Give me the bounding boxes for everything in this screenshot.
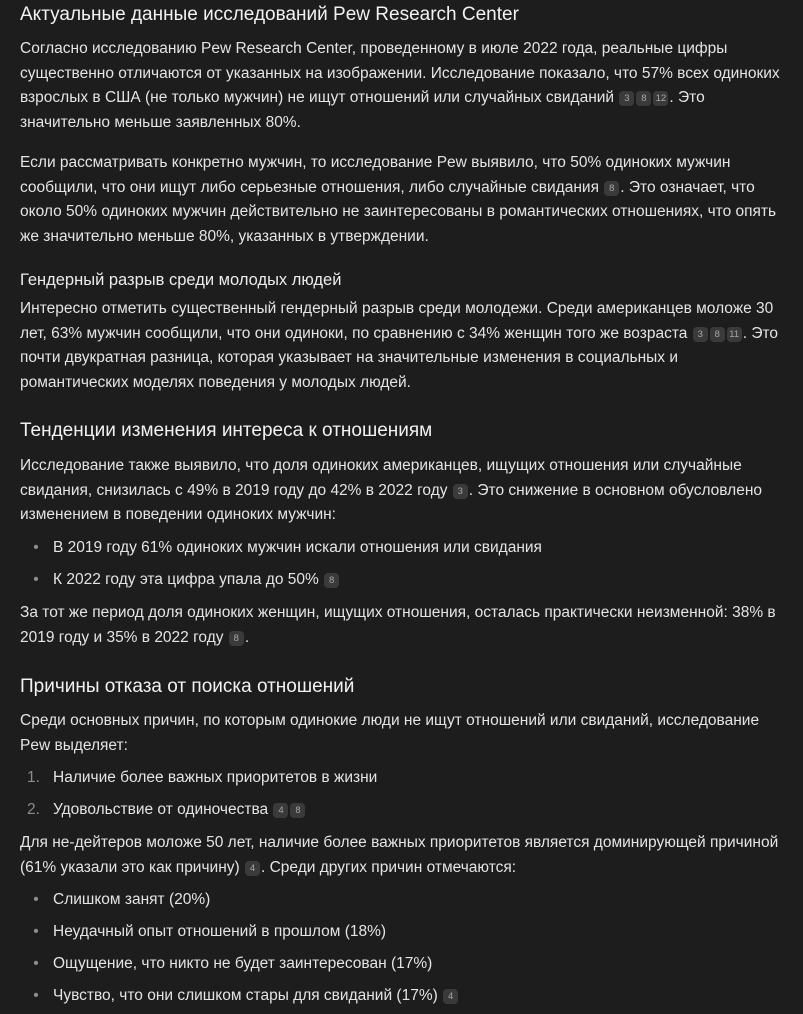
citation-badge[interactable]: 8 (710, 327, 725, 342)
numbered-list-item (27, 766, 773, 790)
section-heading-reasons: Причины отказа от поиска отношений (20, 676, 355, 697)
paragraph-text-tail: . Это означает, что около 50% одиноких мужчин действительно не заинтересованы в романтических отношениях, что опять же значительно меньше 80%, указанных в утверждении. (20, 178, 777, 245)
list-item-text: Неудачный опыт отношений в прошлом (18%) (53, 923, 387, 940)
paragraph-gender-gap (20, 297, 785, 395)
paragraph-text-tail: . Среди других причин отмечаются: (260, 858, 517, 876)
paragraph-text: Если рассматривать конкретно мужчин, то исследование Pew выявило, что 50% одиноких мужчин сообщили, что они ищут либо серьезные отношения, либо случайные свидания (20, 154, 731, 196)
citation-badge[interactable]: 4 (245, 861, 260, 876)
list-item-text: Ощущение, что никто не будет заинтересован (17%) (53, 955, 433, 972)
paragraph-text-tail: . Это снижение в основном обусловлено изменением в поведении одиноких мужчин: (20, 481, 763, 523)
citation-badge[interactable]: 3 (453, 484, 468, 499)
paragraph-text: За тот же период доля одиноких женщин, ищущих отношения, осталась практически неизменной: 38% в 2019 году и 35% в 2022 году (20, 604, 776, 646)
paragraph-reasons-intro (20, 709, 785, 758)
section-heading-trends: Тенденции изменения интереса к отношениям (20, 420, 433, 441)
citation-badge[interactable]: 8 (604, 181, 619, 196)
citation-badge[interactable]: 12 (653, 91, 668, 106)
paragraph-text: Для не-дейтеров моложе 50 лет, наличие более важных приоритетов является доминирующей причиной (61% указали это как причину) (20, 834, 779, 876)
citation-badge[interactable]: 4 (273, 803, 288, 818)
list-item-text: Чувство, что они слишком стары для свиданий (17%) (53, 987, 438, 1004)
paragraph-text-tail: . Это почти двукратная разница, которая указывает на значительные изменения в социальных и романтических моделях поведения у молодых людей. (20, 324, 779, 391)
list-item-text: Удовольствие от одиночества (53, 801, 269, 818)
list-item-text: Слишком занят (20%) (53, 891, 211, 908)
citation-badge[interactable]: 4 (443, 989, 458, 1004)
bullet-marker: • (33, 891, 39, 908)
list-item (33, 568, 773, 592)
bullet-marker: • (33, 571, 39, 588)
section-heading-pew-data: Актуальные данные исследований Pew Research Center (20, 4, 519, 25)
paragraph-men-data (20, 151, 785, 249)
list-item (33, 920, 773, 944)
paragraph-text: Согласно исследованию Pew Research Center, проведенному в июле 2022 года, реальные цифры существенно отличаются от указанных на изображении. Исследование показало, что 57% всех одиноких взрослых в США (не только мужчин) не ищут отношений или случайных свиданий (20, 40, 780, 106)
paragraph-text: Интересно отметить существенный гендерный разрыв среди молодежи. Среди американцев моложе 30 лет, 63% мужчин сообщили, что они одиноки, по сравнению с 34% женщин того же возраста (20, 300, 774, 342)
paragraph-trends (20, 454, 785, 528)
citation-badge[interactable]: 8 (290, 803, 305, 818)
list-item (33, 536, 773, 560)
paragraph-text-tail: . Это значительно меньше заявленных 80%. (20, 89, 705, 131)
list-item (33, 888, 773, 912)
list-item (33, 984, 773, 1008)
bullet-marker: • (33, 923, 39, 940)
citation-badge[interactable]: 11 (727, 327, 742, 342)
section-heading-gender-gap: Гендерный разрыв среди молодых людей (20, 271, 342, 289)
list-item-text: В 2019 году 61% одиноких мужчин искали отношения или свидания (53, 539, 542, 556)
citation-badge[interactable]: 8 (229, 631, 244, 646)
paragraph-text-tail: . (244, 628, 250, 646)
paragraph-women-data (20, 601, 785, 650)
citation-badge[interactable]: 3 (693, 327, 708, 342)
bullet-marker: • (33, 539, 39, 556)
paragraph-non-daters (20, 831, 785, 880)
list-number: 2. (27, 801, 40, 818)
paragraph-pew-summary (20, 37, 785, 135)
bullet-marker: • (33, 987, 39, 1004)
list-item-text: Наличие более важных приоритетов в жизни (53, 769, 378, 786)
list-item (33, 952, 773, 976)
paragraph-text: Исследование также выявило, что доля одиноких американцев, ищущих отношения или случайные свидания, снизилась с 49% в 2019 году до 42% в 2022 году (20, 457, 742, 499)
citation-badge[interactable]: 3 (619, 91, 634, 106)
bullet-marker: • (33, 955, 39, 972)
list-number: 1. (27, 769, 40, 786)
paragraph-text: Среди основных причин, по которым одинокие люди не ищут отношений или свиданий, исследование Pew выделяет: (20, 712, 760, 754)
numbered-list-item (27, 798, 773, 822)
citation-badge[interactable]: 8 (324, 573, 339, 588)
list-item-text: К 2022 году эта цифра упала до 50% (53, 571, 319, 588)
citation-badge[interactable]: 8 (636, 91, 651, 106)
